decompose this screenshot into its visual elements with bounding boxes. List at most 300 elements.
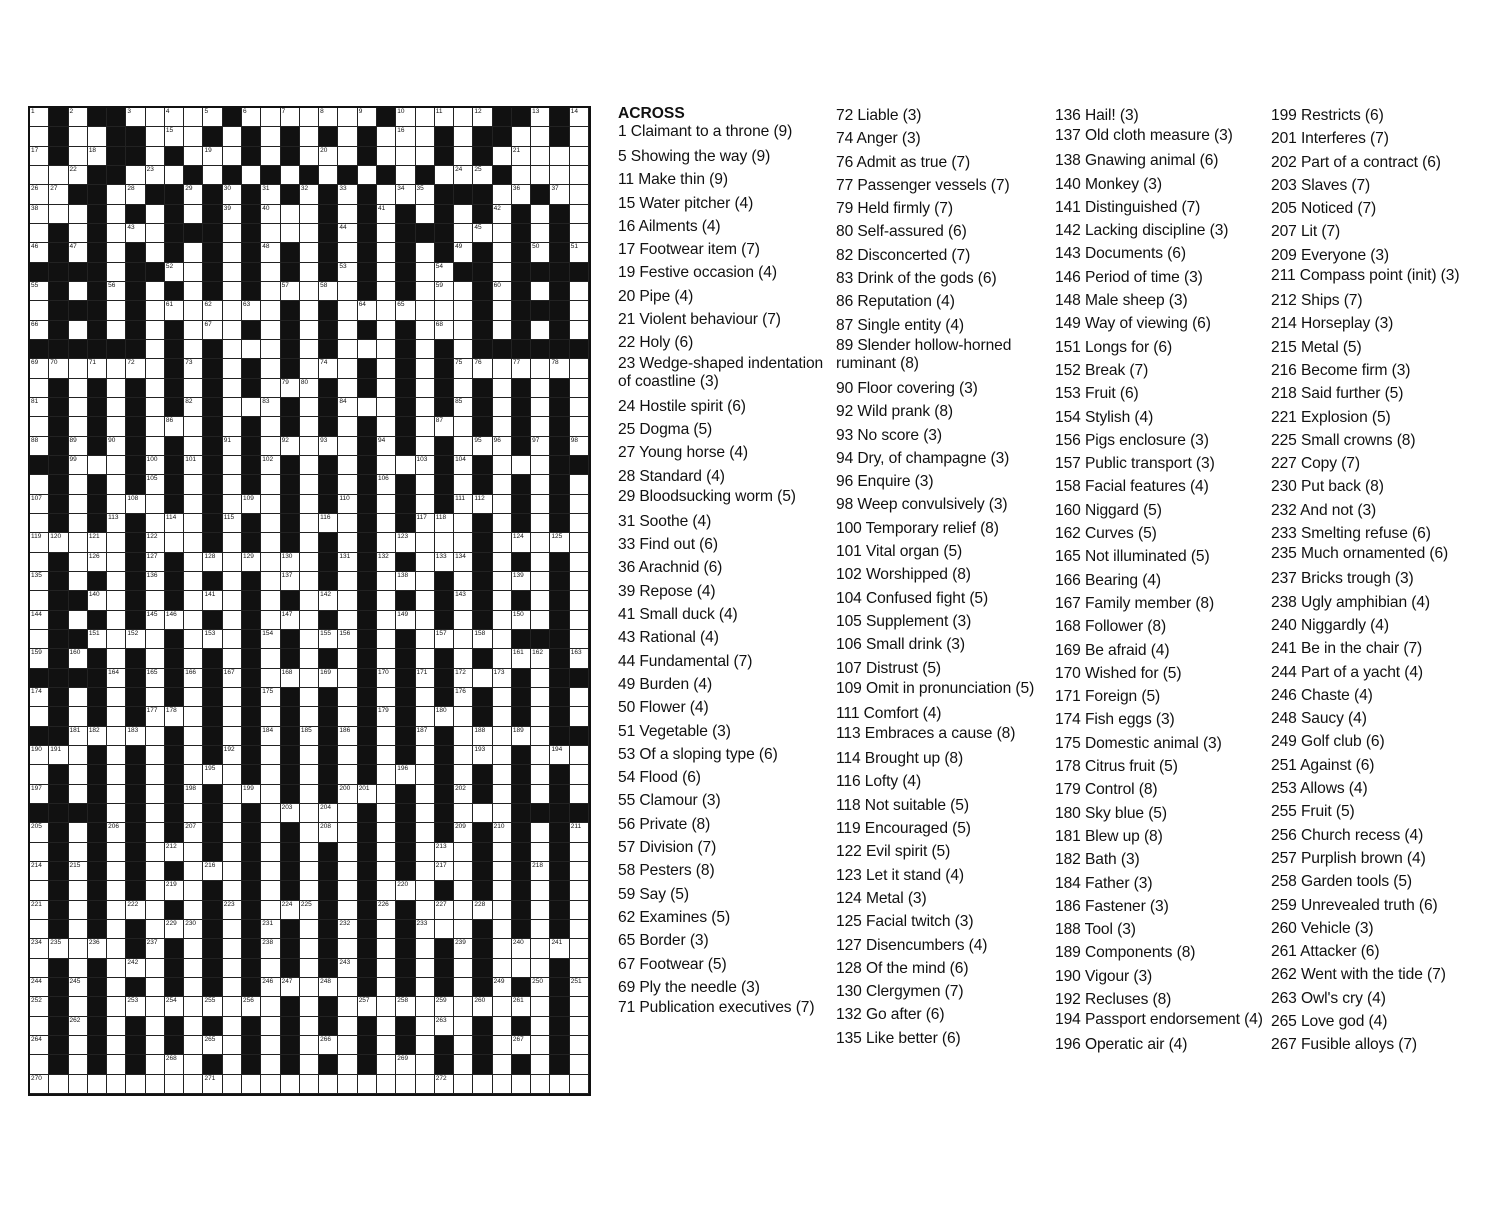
- grid-cell[interactable]: [184, 939, 203, 958]
- grid-cell[interactable]: [338, 398, 357, 417]
- grid-cell[interactable]: [261, 669, 280, 688]
- grid-cell[interactable]: [30, 978, 49, 997]
- grid-cell[interactable]: [416, 340, 435, 359]
- grid-cell[interactable]: [454, 282, 473, 301]
- grid-cell[interactable]: [512, 939, 531, 958]
- grid-cell[interactable]: [377, 127, 396, 146]
- grid-cell[interactable]: [242, 785, 261, 804]
- grid-cell[interactable]: [416, 843, 435, 862]
- grid-cell[interactable]: [377, 823, 396, 842]
- grid-cell[interactable]: [165, 1055, 184, 1074]
- grid-cell[interactable]: [107, 321, 126, 340]
- grid-cell[interactable]: [531, 321, 550, 340]
- grid-cell[interactable]: [338, 379, 357, 398]
- grid-cell[interactable]: [30, 185, 49, 204]
- grid-cell[interactable]: [454, 920, 473, 939]
- grid-cell[interactable]: [107, 533, 126, 552]
- grid-cell[interactable]: [454, 862, 473, 881]
- grid-cell[interactable]: [338, 301, 357, 320]
- grid-cell[interactable]: [146, 243, 165, 262]
- grid-cell[interactable]: [261, 495, 280, 514]
- grid-cell[interactable]: [107, 1017, 126, 1036]
- grid-cell[interactable]: [377, 379, 396, 398]
- grid-cell[interactable]: [281, 804, 300, 823]
- grid-cell[interactable]: [416, 127, 435, 146]
- grid-cell[interactable]: [377, 147, 396, 166]
- grid-cell[interactable]: [570, 611, 589, 630]
- grid-cell[interactable]: [69, 997, 88, 1016]
- grid-cell[interactable]: [184, 108, 203, 127]
- grid-cell[interactable]: [358, 340, 377, 359]
- grid-cell[interactable]: [165, 514, 184, 533]
- grid-cell[interactable]: [223, 321, 242, 340]
- grid-cell[interactable]: [146, 843, 165, 862]
- grid-cell[interactable]: [416, 1075, 435, 1094]
- grid-cell[interactable]: [261, 765, 280, 784]
- grid-cell[interactable]: [165, 127, 184, 146]
- grid-cell[interactable]: [184, 437, 203, 456]
- grid-cell[interactable]: [454, 379, 473, 398]
- grid-cell[interactable]: [338, 823, 357, 842]
- grid-cell[interactable]: [493, 997, 512, 1016]
- grid-cell[interactable]: [261, 1017, 280, 1036]
- grid-cell[interactable]: [300, 959, 319, 978]
- grid-cell[interactable]: [338, 1036, 357, 1055]
- grid-cell[interactable]: [435, 707, 454, 726]
- grid-cell[interactable]: [223, 707, 242, 726]
- grid-cell[interactable]: [493, 688, 512, 707]
- grid-cell[interactable]: [454, 398, 473, 417]
- grid-cell[interactable]: [107, 282, 126, 301]
- grid-cell[interactable]: [223, 746, 242, 765]
- grid-cell[interactable]: [107, 495, 126, 514]
- grid-cell[interactable]: [300, 688, 319, 707]
- grid-cell[interactable]: [107, 881, 126, 900]
- grid-cell[interactable]: [281, 224, 300, 243]
- grid-cell[interactable]: [165, 263, 184, 282]
- grid-cell[interactable]: [107, 727, 126, 746]
- grid-cell[interactable]: [223, 205, 242, 224]
- grid-cell[interactable]: [512, 611, 531, 630]
- grid-cell[interactable]: [107, 688, 126, 707]
- grid-cell[interactable]: [531, 939, 550, 958]
- grid-cell[interactable]: [570, 205, 589, 224]
- grid-cell[interactable]: [570, 398, 589, 417]
- grid-cell[interactable]: [107, 301, 126, 320]
- grid-cell[interactable]: [512, 997, 531, 1016]
- grid-cell[interactable]: [281, 1075, 300, 1094]
- grid-cell[interactable]: [261, 108, 280, 127]
- grid-cell[interactable]: [416, 108, 435, 127]
- grid-cell[interactable]: [223, 901, 242, 920]
- grid-cell[interactable]: [416, 1055, 435, 1074]
- grid-cell[interactable]: [88, 630, 107, 649]
- grid-cell[interactable]: [165, 881, 184, 900]
- grid-cell[interactable]: [223, 282, 242, 301]
- grid-cell[interactable]: [396, 533, 415, 552]
- grid-cell[interactable]: [184, 649, 203, 668]
- grid-cell[interactable]: [107, 456, 126, 475]
- grid-cell[interactable]: [300, 843, 319, 862]
- grid-cell[interactable]: [88, 553, 107, 572]
- grid-cell[interactable]: [107, 1075, 126, 1094]
- grid-cell[interactable]: [30, 881, 49, 900]
- grid-cell[interactable]: [184, 881, 203, 900]
- grid-cell[interactable]: [146, 727, 165, 746]
- grid-cell[interactable]: [416, 707, 435, 726]
- grid-cell[interactable]: [88, 147, 107, 166]
- grid-cell[interactable]: [377, 340, 396, 359]
- grid-cell[interactable]: [203, 765, 222, 784]
- grid-cell[interactable]: [223, 437, 242, 456]
- grid-cell[interactable]: [146, 746, 165, 765]
- grid-cell[interactable]: [261, 1055, 280, 1074]
- grid-cell[interactable]: [454, 1055, 473, 1074]
- grid-cell[interactable]: [473, 359, 492, 378]
- grid-cell[interactable]: [570, 127, 589, 146]
- grid-cell[interactable]: [454, 166, 473, 185]
- grid-cell[interactable]: [146, 475, 165, 494]
- grid-cell[interactable]: [493, 901, 512, 920]
- grid-cell[interactable]: [338, 649, 357, 668]
- grid-cell[interactable]: [69, 572, 88, 591]
- grid-cell[interactable]: [184, 688, 203, 707]
- grid-cell[interactable]: [454, 630, 473, 649]
- grid-cell[interactable]: [30, 920, 49, 939]
- grid-cell[interactable]: [570, 437, 589, 456]
- grid-cell[interactable]: [184, 321, 203, 340]
- grid-cell[interactable]: [107, 1036, 126, 1055]
- grid-cell[interactable]: [396, 572, 415, 591]
- grid-cell[interactable]: [493, 843, 512, 862]
- grid-cell[interactable]: [30, 205, 49, 224]
- grid-cell[interactable]: [416, 765, 435, 784]
- grid-cell[interactable]: [223, 1075, 242, 1094]
- grid-cell[interactable]: [107, 379, 126, 398]
- grid-cell[interactable]: [30, 959, 49, 978]
- grid-cell[interactable]: [184, 127, 203, 146]
- grid-cell[interactable]: [435, 997, 454, 1016]
- grid-cell[interactable]: [493, 514, 512, 533]
- grid-cell[interactable]: [261, 417, 280, 436]
- grid-cell[interactable]: [300, 591, 319, 610]
- grid-cell[interactable]: [531, 533, 550, 552]
- grid-cell[interactable]: [261, 456, 280, 475]
- grid-cell[interactable]: [69, 727, 88, 746]
- grid-cell[interactable]: [300, 108, 319, 127]
- grid-cell[interactable]: [261, 862, 280, 881]
- grid-cell[interactable]: [30, 862, 49, 881]
- grid-cell[interactable]: [531, 746, 550, 765]
- grid-cell[interactable]: [338, 417, 357, 436]
- grid-cell[interactable]: [261, 282, 280, 301]
- grid-cell[interactable]: [531, 1075, 550, 1094]
- grid-cell[interactable]: [512, 166, 531, 185]
- grid-cell[interactable]: [570, 495, 589, 514]
- grid-cell[interactable]: [223, 920, 242, 939]
- grid-cell[interactable]: [570, 920, 589, 939]
- grid-cell[interactable]: [454, 340, 473, 359]
- grid-cell[interactable]: [473, 804, 492, 823]
- grid-cell[interactable]: [338, 997, 357, 1016]
- grid-cell[interactable]: [184, 243, 203, 262]
- grid-cell[interactable]: [550, 185, 569, 204]
- grid-cell[interactable]: [69, 862, 88, 881]
- grid-cell[interactable]: [300, 1036, 319, 1055]
- grid-cell[interactable]: [512, 727, 531, 746]
- grid-cell[interactable]: [416, 881, 435, 900]
- grid-cell[interactable]: [69, 1036, 88, 1055]
- grid-cell[interactable]: [126, 630, 145, 649]
- grid-cell[interactable]: [416, 649, 435, 668]
- grid-cell[interactable]: [69, 321, 88, 340]
- grid-cell[interactable]: [281, 205, 300, 224]
- grid-cell[interactable]: [126, 997, 145, 1016]
- grid-cell[interactable]: [512, 1036, 531, 1055]
- grid-cell[interactable]: [146, 901, 165, 920]
- grid-cell[interactable]: [473, 1075, 492, 1094]
- grid-cell[interactable]: [493, 804, 512, 823]
- grid-cell[interactable]: [454, 707, 473, 726]
- grid-cell[interactable]: [454, 437, 473, 456]
- grid-cell[interactable]: [300, 340, 319, 359]
- grid-cell[interactable]: [300, 572, 319, 591]
- grid-cell[interactable]: [88, 727, 107, 746]
- grid-cell[interactable]: [531, 495, 550, 514]
- grid-cell[interactable]: [88, 533, 107, 552]
- grid-cell[interactable]: [223, 147, 242, 166]
- grid-cell[interactable]: [473, 495, 492, 514]
- grid-cell[interactable]: [531, 997, 550, 1016]
- grid-cell[interactable]: [300, 475, 319, 494]
- grid-cell[interactable]: [88, 939, 107, 958]
- grid-cell[interactable]: [531, 514, 550, 533]
- grid-cell[interactable]: [300, 785, 319, 804]
- grid-cell[interactable]: [416, 379, 435, 398]
- grid-cell[interactable]: [107, 572, 126, 591]
- grid-cell[interactable]: [300, 823, 319, 842]
- grid-cell[interactable]: [338, 475, 357, 494]
- grid-cell[interactable]: [261, 881, 280, 900]
- grid-cell[interactable]: [550, 939, 569, 958]
- grid-cell[interactable]: [69, 978, 88, 997]
- grid-cell[interactable]: [377, 1017, 396, 1036]
- grid-cell[interactable]: [396, 881, 415, 900]
- grid-cell[interactable]: [107, 185, 126, 204]
- grid-cell[interactable]: [223, 127, 242, 146]
- grid-cell[interactable]: [454, 321, 473, 340]
- grid-cell[interactable]: [416, 669, 435, 688]
- grid-cell[interactable]: [338, 533, 357, 552]
- grid-cell[interactable]: [454, 127, 473, 146]
- grid-cell[interactable]: [319, 978, 338, 997]
- grid-cell[interactable]: [377, 881, 396, 900]
- grid-cell[interactable]: [416, 495, 435, 514]
- grid-cell[interactable]: [261, 920, 280, 939]
- grid-cell[interactable]: [300, 321, 319, 340]
- grid-cell[interactable]: [30, 901, 49, 920]
- grid-cell[interactable]: [184, 823, 203, 842]
- grid-cell[interactable]: [416, 475, 435, 494]
- grid-cell[interactable]: [107, 843, 126, 862]
- grid-cell[interactable]: [493, 321, 512, 340]
- grid-cell[interactable]: [338, 553, 357, 572]
- grid-cell[interactable]: [493, 475, 512, 494]
- grid-cell[interactable]: [338, 495, 357, 514]
- grid-cell[interactable]: [435, 901, 454, 920]
- grid-cell[interactable]: [512, 456, 531, 475]
- grid-cell[interactable]: [223, 456, 242, 475]
- grid-cell[interactable]: [300, 997, 319, 1016]
- grid-cell[interactable]: [377, 263, 396, 282]
- grid-cell[interactable]: [473, 437, 492, 456]
- grid-cell[interactable]: [377, 785, 396, 804]
- grid-cell[interactable]: [435, 108, 454, 127]
- grid-cell[interactable]: [184, 359, 203, 378]
- grid-cell[interactable]: [570, 843, 589, 862]
- grid-cell[interactable]: [512, 649, 531, 668]
- grid-cell[interactable]: [261, 301, 280, 320]
- grid-cell[interactable]: [261, 437, 280, 456]
- grid-cell[interactable]: [454, 804, 473, 823]
- grid-cell[interactable]: [531, 224, 550, 243]
- grid-cell[interactable]: [493, 591, 512, 610]
- grid-cell[interactable]: [69, 224, 88, 243]
- grid-cell[interactable]: [377, 572, 396, 591]
- grid-cell[interactable]: [203, 321, 222, 340]
- grid-cell[interactable]: [281, 166, 300, 185]
- grid-cell[interactable]: [49, 185, 68, 204]
- grid-cell[interactable]: [261, 939, 280, 958]
- grid-cell[interactable]: [300, 263, 319, 282]
- grid-cell[interactable]: [396, 127, 415, 146]
- grid-cell[interactable]: [261, 823, 280, 842]
- grid-cell[interactable]: [165, 108, 184, 127]
- grid-cell[interactable]: [261, 591, 280, 610]
- grid-cell[interactable]: [454, 205, 473, 224]
- grid-cell[interactable]: [30, 939, 49, 958]
- grid-cell[interactable]: [107, 920, 126, 939]
- grid-cell[interactable]: [203, 147, 222, 166]
- grid-cell[interactable]: [184, 978, 203, 997]
- grid-cell[interactable]: [261, 205, 280, 224]
- grid-cell[interactable]: [493, 301, 512, 320]
- grid-cell[interactable]: [300, 727, 319, 746]
- grid-cell[interactable]: [261, 185, 280, 204]
- grid-cell[interactable]: [416, 243, 435, 262]
- grid-cell[interactable]: [146, 1075, 165, 1094]
- grid-cell[interactable]: [184, 862, 203, 881]
- grid-cell[interactable]: [69, 127, 88, 146]
- grid-cell[interactable]: [165, 843, 184, 862]
- grid-cell[interactable]: [377, 707, 396, 726]
- grid-cell[interactable]: [416, 997, 435, 1016]
- grid-cell[interactable]: [300, 533, 319, 552]
- grid-cell[interactable]: [223, 843, 242, 862]
- grid-cell[interactable]: [261, 321, 280, 340]
- grid-cell[interactable]: [435, 843, 454, 862]
- grid-cell[interactable]: [300, 1055, 319, 1074]
- grid-cell[interactable]: [126, 727, 145, 746]
- grid-cell[interactable]: [69, 611, 88, 630]
- grid-cell[interactable]: [223, 1055, 242, 1074]
- grid-cell[interactable]: [69, 901, 88, 920]
- grid-cell[interactable]: [261, 901, 280, 920]
- grid-cell[interactable]: [146, 804, 165, 823]
- grid-cell[interactable]: [30, 359, 49, 378]
- grid-cell[interactable]: [281, 553, 300, 572]
- grid-cell[interactable]: [531, 166, 550, 185]
- grid-cell[interactable]: [338, 959, 357, 978]
- grid-cell[interactable]: [319, 669, 338, 688]
- grid-cell[interactable]: [416, 301, 435, 320]
- grid-cell[interactable]: [69, 379, 88, 398]
- grid-cell[interactable]: [473, 746, 492, 765]
- grid-cell[interactable]: [146, 147, 165, 166]
- grid-cell[interactable]: [146, 862, 165, 881]
- grid-cell[interactable]: [146, 920, 165, 939]
- grid-cell[interactable]: [146, 127, 165, 146]
- grid-cell[interactable]: [319, 591, 338, 610]
- grid-cell[interactable]: [377, 456, 396, 475]
- grid-cell[interactable]: [454, 359, 473, 378]
- grid-cell[interactable]: [261, 398, 280, 417]
- grid-cell[interactable]: [338, 224, 357, 243]
- grid-cell[interactable]: [396, 147, 415, 166]
- grid-cell[interactable]: [377, 205, 396, 224]
- grid-cell[interactable]: [242, 398, 261, 417]
- grid-cell[interactable]: [261, 649, 280, 668]
- grid-cell[interactable]: [358, 166, 377, 185]
- grid-cell[interactable]: [203, 1036, 222, 1055]
- grid-cell[interactable]: [184, 417, 203, 436]
- grid-cell[interactable]: [300, 185, 319, 204]
- grid-cell[interactable]: [338, 514, 357, 533]
- grid-cell[interactable]: [146, 1055, 165, 1074]
- grid-cell[interactable]: [454, 533, 473, 552]
- grid-cell[interactable]: [184, 572, 203, 591]
- grid-cell[interactable]: [223, 881, 242, 900]
- grid-cell[interactable]: [377, 282, 396, 301]
- grid-cell[interactable]: [30, 997, 49, 1016]
- grid-cell[interactable]: [435, 514, 454, 533]
- grid-cell[interactable]: [435, 417, 454, 436]
- grid-cell[interactable]: [493, 437, 512, 456]
- grid-cell[interactable]: [146, 572, 165, 591]
- grid-cell[interactable]: [454, 108, 473, 127]
- grid-cell[interactable]: [531, 669, 550, 688]
- grid-cell[interactable]: [30, 475, 49, 494]
- grid-cell[interactable]: [300, 669, 319, 688]
- grid-cell[interactable]: [107, 224, 126, 243]
- grid-cell[interactable]: [338, 185, 357, 204]
- grid-cell[interactable]: [300, 862, 319, 881]
- grid-cell[interactable]: [184, 205, 203, 224]
- grid-cell[interactable]: [377, 475, 396, 494]
- grid-cell[interactable]: [338, 127, 357, 146]
- grid-cell[interactable]: [30, 746, 49, 765]
- grid-cell[interactable]: [454, 572, 473, 591]
- grid-cell[interactable]: [531, 591, 550, 610]
- grid-cell[interactable]: [146, 321, 165, 340]
- grid-cell[interactable]: [416, 1036, 435, 1055]
- grid-cell[interactable]: [184, 475, 203, 494]
- grid-cell[interactable]: [531, 282, 550, 301]
- grid-cell[interactable]: [338, 707, 357, 726]
- grid-cell[interactable]: [223, 340, 242, 359]
- grid-cell[interactable]: [493, 359, 512, 378]
- grid-cell[interactable]: [184, 1075, 203, 1094]
